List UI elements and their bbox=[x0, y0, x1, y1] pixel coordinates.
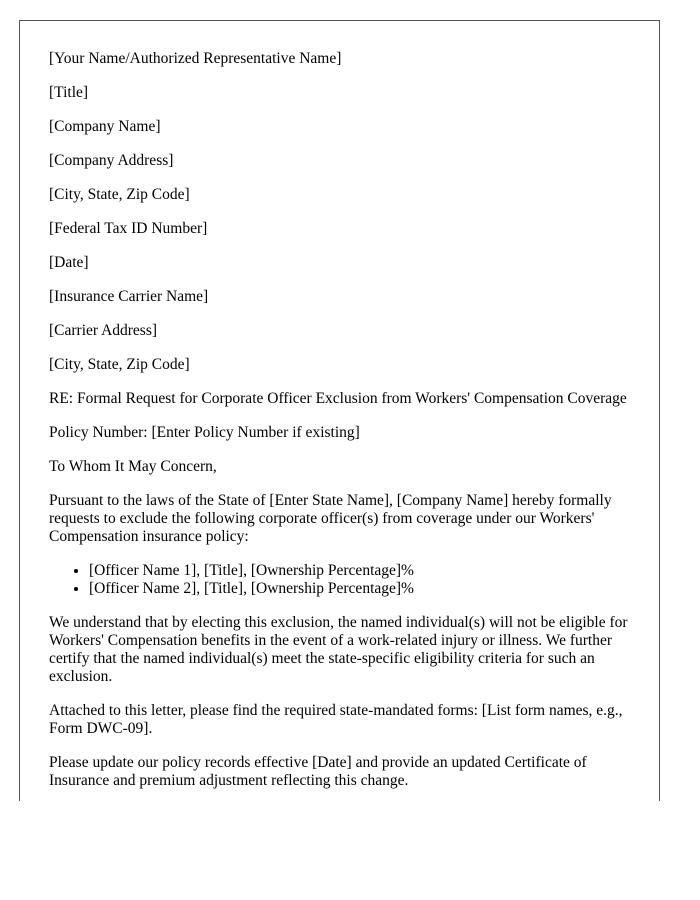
sender-city-state-zip: [City, State, Zip Code] bbox=[49, 186, 190, 203]
sender-address: [Company Address] bbox=[49, 152, 174, 169]
officer-list-item: • [Officer Name 2], [Title], [Ownership Percentage]% bbox=[89, 580, 639, 598]
sender-title: [Title] bbox=[49, 84, 89, 101]
sender-company: [Company Name] bbox=[49, 118, 161, 135]
recipient-carrier: [Insurance Carrier Name] bbox=[49, 288, 209, 305]
policy-number-line: Policy Number: [Enter Policy Number if existing] bbox=[49, 424, 360, 441]
letter-page bbox=[19, 20, 660, 801]
salutation: To Whom It May Concern, bbox=[49, 458, 217, 475]
recipient-city-state-zip: [City, State, Zip Code] bbox=[49, 356, 190, 373]
recipient-address: [Carrier Address] bbox=[49, 322, 158, 339]
sender-name: [Your Name/Authorized Representative Name] bbox=[49, 50, 342, 67]
sender-tax-id: [Federal Tax ID Number] bbox=[49, 220, 208, 237]
subject-line: RE: Formal Request for Corporate Officer Exclusion from Workers' Compensation Coverage bbox=[49, 390, 627, 407]
attachments-paragraph: Attached to this letter, please find the required state-mandated forms: [List form names, e.g., Form DWC-09]. bbox=[49, 702, 623, 737]
understanding-paragraph: We understand that by electing this exclusion, the named individual(s) will not be eligible for Workers' Compensation benefits in the event of a work-related injury or illness. We further certify that the named individual(s) meet the state-specific eligibility criteria for such an exclusion. bbox=[49, 614, 628, 685]
intro-paragraph: Pursuant to the laws of the State of [Enter State Name], [Company Name] hereby formally requests to exclude the following corporate officer(s) from coverage under our Workers' Compensation insurance policy: bbox=[49, 492, 612, 545]
letter-date: [Date] bbox=[49, 254, 89, 271]
update-request-paragraph: Please update our policy records effective [Date] and provide an updated Certificate of Insurance and premium adjustment reflecting this change. bbox=[49, 754, 587, 789]
officer-list-item: • [Officer Name 1], [Title], [Ownership Percentage]% bbox=[89, 562, 639, 580]
letter-content bbox=[49, 50, 639, 801]
officer-list bbox=[49, 562, 639, 598]
